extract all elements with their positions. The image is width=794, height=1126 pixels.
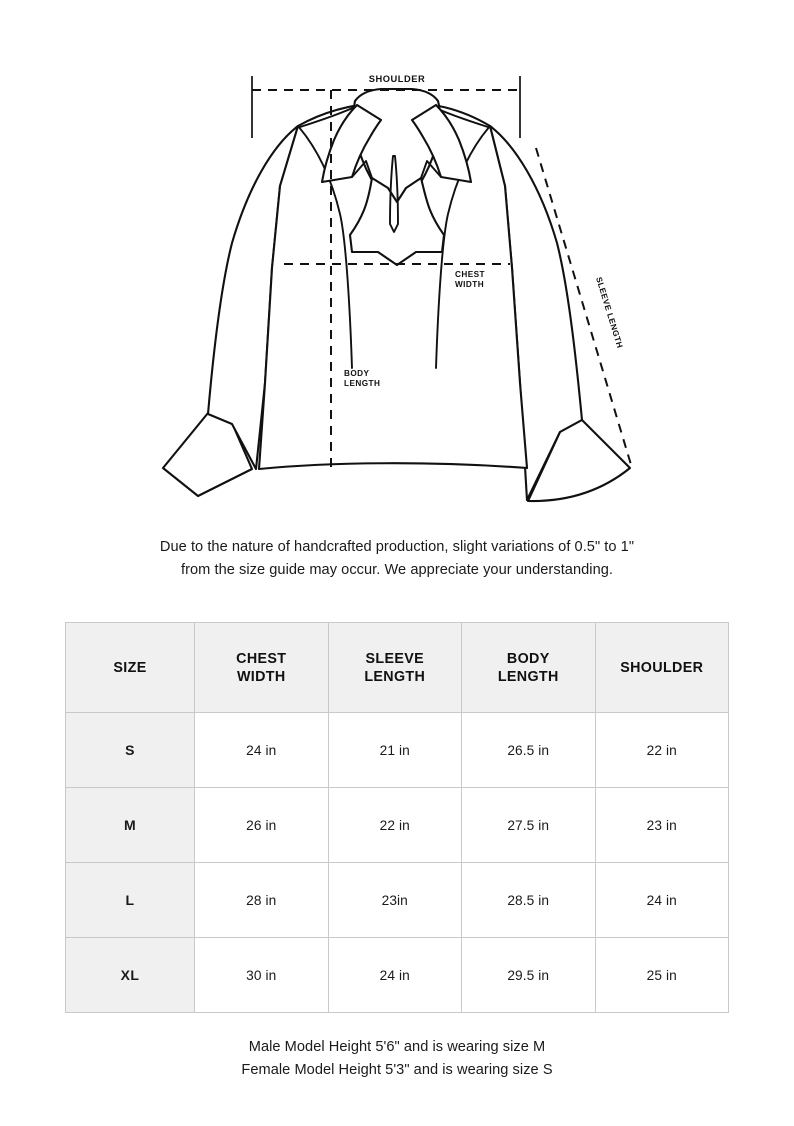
cell-shoulder: 22 in (595, 713, 729, 788)
model-note-line-2: Female Model Height 5'3" and is wearing size S (241, 1062, 553, 1078)
sleeve-length-measure-label: SLEEVE LENGTH (594, 275, 625, 350)
header-sleeve-length-line2: LENGTH (364, 668, 426, 685)
cell-size: M (66, 788, 195, 863)
model-note-line-1: Male Model Height 5'6" and is wearing size M (248, 1039, 546, 1055)
cell-shoulder: 23 in (595, 788, 729, 863)
cell-chest-width: 28 in (195, 863, 329, 938)
header-shoulder-line1: SHOULDER (620, 659, 704, 676)
table-header-row (66, 623, 729, 713)
header-body-length-line2: LENGTH (497, 668, 559, 685)
cell-size: L (66, 863, 195, 938)
cell-chest-width: 26 in (195, 788, 329, 863)
cell-chest-width: 24 in (195, 713, 329, 788)
garment-illustration (0, 28, 794, 518)
table-row (66, 863, 729, 938)
header-sleeve-length (328, 623, 462, 713)
header-body-length (462, 623, 596, 713)
cell-sleeve-length: 21 in (328, 713, 462, 788)
cell-sleeve-length: 23in (328, 863, 462, 938)
cell-body-length: 29.5 in (462, 938, 596, 1013)
cell-sleeve-length: 22 in (328, 788, 462, 863)
header-size (66, 623, 195, 713)
disclaimer-line-1: Due to the nature of handcrafted production, slight variations of 0.5" to 1" (159, 539, 635, 555)
cell-shoulder: 24 in (595, 863, 729, 938)
cell-body-length: 28.5 in (462, 863, 596, 938)
cell-shoulder: 25 in (595, 938, 729, 1013)
header-sleeve-length-line1: SLEEVE (365, 650, 424, 667)
cell-body-length: 26.5 in (462, 713, 596, 788)
shoulder-measure-label: SHOULDER (368, 74, 426, 84)
production-disclaimer (0, 536, 794, 582)
body-length-measure-label-line1: BODY (344, 369, 370, 378)
header-size-line1: SIZE (113, 659, 147, 676)
header-shoulder (595, 623, 729, 713)
chest-width-measure-label-line1: CHEST (455, 270, 485, 279)
header-body-length-line1: BODY (506, 650, 550, 667)
disclaimer-line-2: from the size guide may occur. We appreciate your understanding. (180, 562, 614, 578)
cell-size: S (66, 713, 195, 788)
cell-sleeve-length: 24 in (328, 938, 462, 1013)
cell-size: XL (66, 938, 195, 1013)
header-chest-width-line1: CHEST (236, 650, 287, 667)
header-chest-width-line2: WIDTH (236, 668, 286, 685)
table-row (66, 788, 729, 863)
cell-chest-width: 30 in (195, 938, 329, 1013)
model-height-note (0, 1036, 794, 1082)
table-row (66, 713, 729, 788)
size-chart-table (65, 622, 729, 1013)
body-length-measure-label-line2: LENGTH (344, 379, 381, 388)
table-row (66, 938, 729, 1013)
header-chest-width (195, 623, 329, 713)
cell-body-length: 27.5 in (462, 788, 596, 863)
chest-width-measure-label-line2: WIDTH (455, 280, 485, 289)
